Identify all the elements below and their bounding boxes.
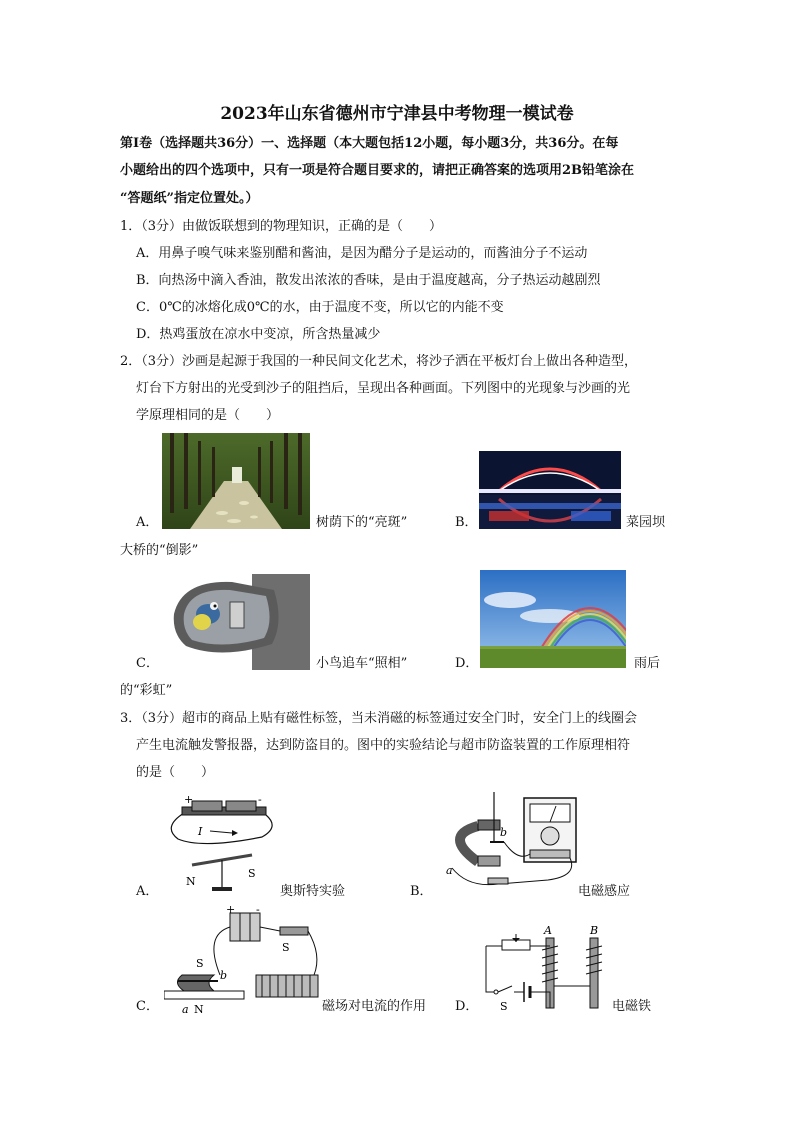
label-switch-s: S: [282, 941, 290, 954]
label-a: a: [446, 864, 453, 877]
q3-option-d-text: 电磁铁: [612, 999, 652, 1014]
label-north: N: [186, 875, 196, 888]
q3-stem-1: 3．（3分）超市的商品上贴有磁性标签，当未消磁的标签通过安全门时，安全门上的线圈会: [120, 711, 638, 726]
label-b: b: [500, 826, 508, 839]
label-b-c: b: [220, 969, 228, 982]
q1-option-b: B．向热汤中滴入香油，散发出浓浓的香味，是由于温度越高，分子热运动越剧烈: [136, 273, 601, 288]
page-title: 2023年山东省德州市宁津县中考物理一模试卷: [220, 104, 574, 124]
q2-option-b-text: 菜园坝: [626, 515, 666, 530]
instructions-line-2: 小题给出的四个选项中，只有一项是符合题目要求的，请把正确答案的选项用2B铅笔涂在: [120, 163, 635, 178]
q3-option-c-text: 磁场对电流的作用: [322, 999, 427, 1014]
q2-option-d-letter: D．: [455, 656, 479, 671]
rainbow-photo: [480, 570, 626, 668]
induction-diagram: [438, 792, 588, 896]
q3-option-b-text: 电磁感应: [578, 884, 631, 899]
q2-stem-1: 2．（3分）沙画是起源于我国的一种民间文化艺术，将沙子洒在平板灯台上做出各种造型，: [120, 354, 638, 369]
q2-option-b-letter: B．: [455, 515, 478, 530]
q2-option-a-letter: A．: [136, 515, 159, 530]
label-A-d: A: [544, 924, 552, 937]
label-switch-d: S: [500, 1000, 508, 1013]
q2-option-c-letter: C．: [136, 656, 159, 671]
motor-effect-diagram: [164, 905, 324, 1017]
q3-option-c-letter: C．: [136, 999, 159, 1014]
label-north-c: N: [194, 1003, 204, 1016]
instructions-line-1: 第Ⅰ卷（选择题共36分）一、选择题（本大题包括12小题，每小题3分，共36分。在每: [120, 136, 619, 151]
label-plus: +: [184, 793, 194, 806]
bridge-reflection-photo: [479, 451, 621, 529]
q2-option-c-text: 小鸟追车“照相”: [316, 656, 408, 671]
label-a-c: a: [182, 1003, 189, 1016]
oersted-diagram: [162, 793, 282, 898]
q1-stem: 1．（3分）由做饭联想到的物理知识，正确的是（ ）: [120, 219, 443, 234]
label-minus-c: -: [256, 905, 260, 916]
label-plus-c: +: [226, 905, 236, 916]
label-south: S: [248, 867, 256, 880]
instructions-line-3: “答题纸”指定位置处。）: [120, 191, 259, 206]
q2-option-d-wrap: 的“彩虹”: [120, 683, 173, 698]
q2-stem-3: 学原理相同的是（ ）: [136, 408, 280, 423]
label-current: I: [198, 825, 203, 838]
tree-shade-photo: [162, 433, 310, 529]
electromagnet-diagram: [482, 920, 612, 1016]
q3-stem-2: 产生电流触发警报器，达到防盗目的。图中的实验结论与超市防盗装置的工作原理相符: [136, 738, 631, 753]
label-minus: -: [258, 793, 262, 806]
q3-option-a-text: 奥斯特实验: [280, 884, 346, 899]
q3-option-d-letter: D．: [455, 999, 479, 1014]
q1-option-d: D．热鸡蛋放在凉水中变凉，所含热量减少: [136, 327, 381, 342]
q2-option-a-text: 树荫下的“亮斑”: [316, 515, 408, 530]
label-south-c: S: [196, 957, 204, 970]
q2-stem-2: 灯台下方射出的光受到沙子的阻挡后，呈现出各种画面。下列图中的光现象与沙画的光: [136, 381, 631, 396]
q2-option-b-wrap: 大桥的“倒影”: [120, 543, 199, 558]
q2-option-d-text: 雨后: [634, 656, 661, 671]
q3-option-b-letter: B．: [410, 884, 433, 899]
q3-stem-3: 的是（ ）: [136, 765, 215, 780]
label-B-d: B: [590, 924, 599, 937]
q1-option-a: A．用鼻子嗅气味来鉴别醋和酱油，是因为醋分子是运动的，而酱油分子不运动: [136, 246, 588, 261]
q1-option-c: C．0℃的冰熔化成0℃的水，由于温度不变，所以它的内能不变: [136, 300, 504, 315]
bird-mirror-photo: [162, 574, 310, 670]
q3-option-a-letter: A．: [136, 884, 159, 899]
